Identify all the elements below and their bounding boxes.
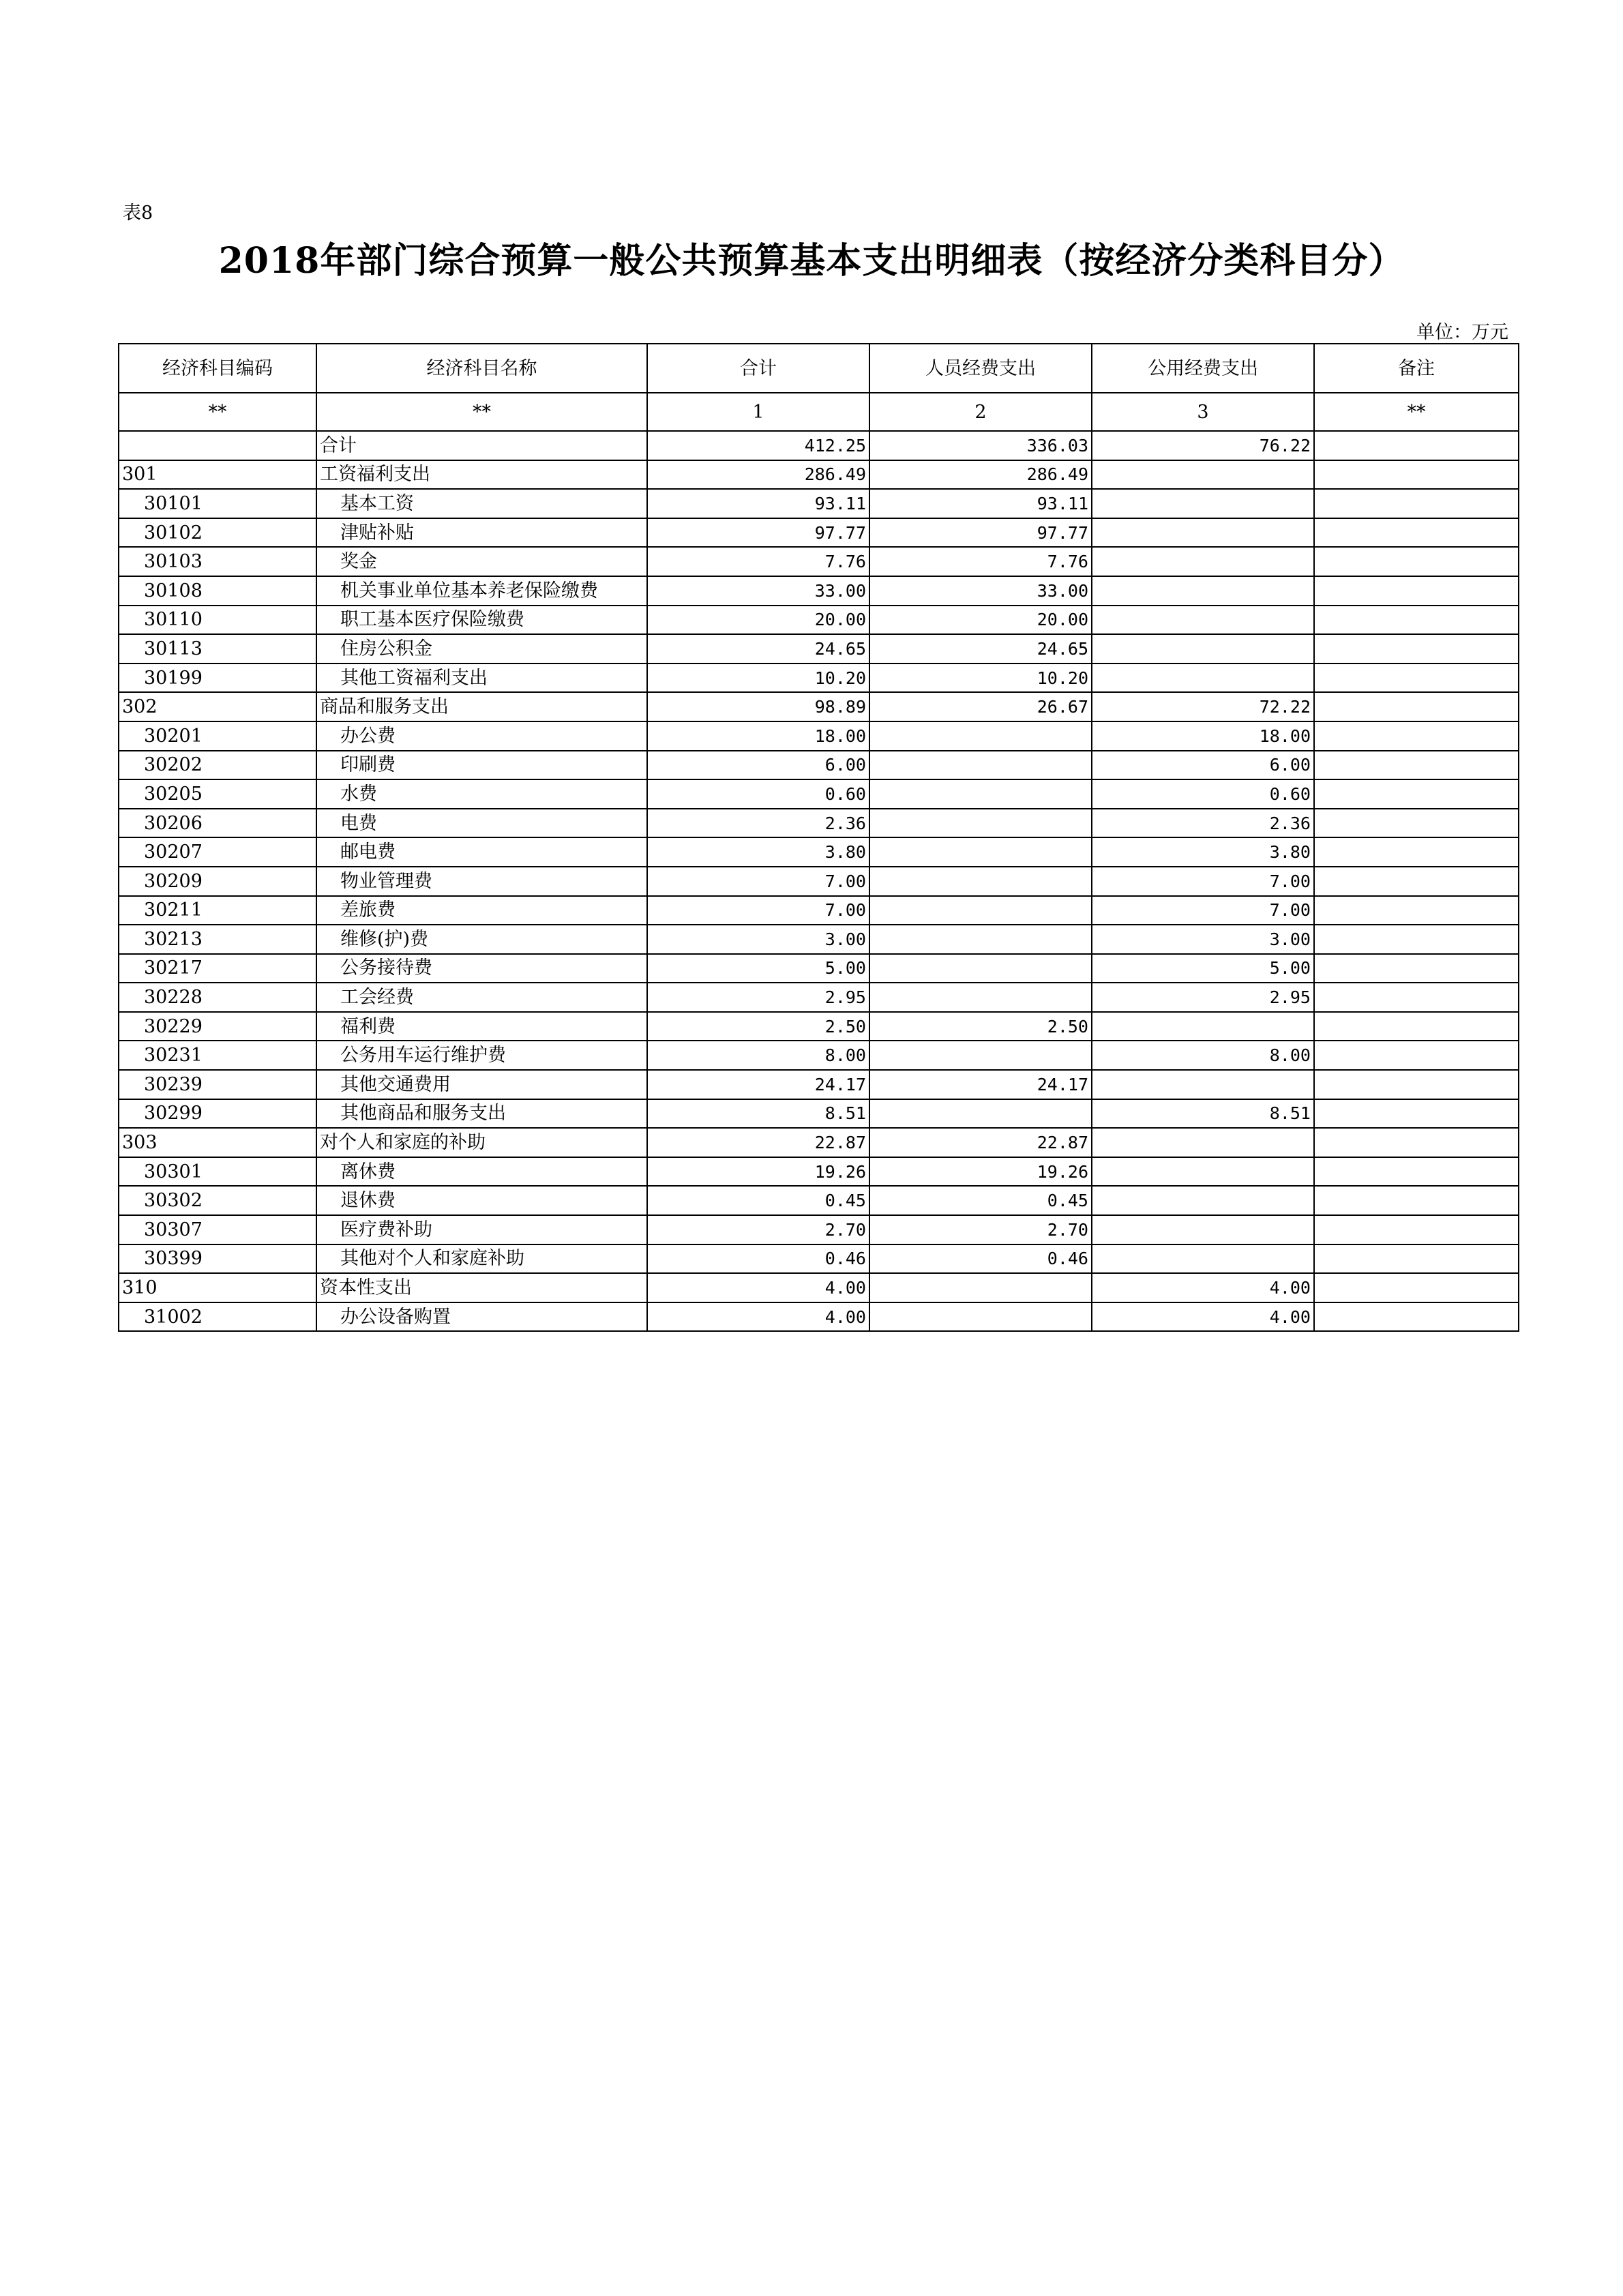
name-cell: 资本性支出 <box>316 1273 647 1302</box>
name-cell: 邮电费 <box>316 837 647 867</box>
public-cell: 2.36 <box>1092 809 1314 838</box>
code-cell: 30205 <box>119 779 316 809</box>
name-cell: 合计 <box>316 431 647 460</box>
table-row <box>119 896 1519 925</box>
public-cell: 0.60 <box>1092 779 1314 809</box>
note-cell <box>1314 751 1519 780</box>
note-cell <box>1314 867 1519 896</box>
public-cell: 2.95 <box>1092 983 1314 1012</box>
code-cell: 30201 <box>119 721 316 751</box>
name-cell: 其他对个人和家庭补助 <box>316 1244 647 1274</box>
public-cell <box>1092 664 1314 693</box>
table-row <box>119 751 1519 780</box>
name-cell: 水费 <box>316 779 647 809</box>
name-cell: 维修(护)费 <box>316 925 647 954</box>
table-row <box>119 1244 1519 1274</box>
table-row <box>119 664 1519 693</box>
unit-label: 单位：万元 <box>1416 322 1508 343</box>
name-cell: 住房公积金 <box>316 634 647 664</box>
public-cell <box>1092 1070 1314 1099</box>
public-cell <box>1092 547 1314 576</box>
public-cell: 5.00 <box>1092 954 1314 983</box>
name-cell: 工会经费 <box>316 983 647 1012</box>
table-row <box>119 518 1519 548</box>
name-cell: 商品和服务支出 <box>316 692 647 721</box>
personnel-cell: 2.70 <box>869 1215 1092 1244</box>
code-cell: 30199 <box>119 664 316 693</box>
column-header-total: 合计 <box>647 344 869 393</box>
note-cell <box>1314 1070 1519 1099</box>
public-cell <box>1092 1128 1314 1157</box>
note-cell <box>1314 809 1519 838</box>
table-row <box>119 779 1519 809</box>
public-cell <box>1092 576 1314 606</box>
total-cell: 10.20 <box>647 664 869 693</box>
personnel-cell <box>869 1099 1092 1129</box>
name-cell: 公务接待费 <box>316 954 647 983</box>
name-cell: 机关事业单位基本养老保险缴费 <box>316 576 647 606</box>
total-cell: 4.00 <box>647 1273 869 1302</box>
public-cell <box>1092 606 1314 635</box>
code-cell: 30101 <box>119 489 316 518</box>
total-cell: 0.46 <box>647 1244 869 1274</box>
public-cell: 3.00 <box>1092 925 1314 954</box>
total-cell: 24.65 <box>647 634 869 664</box>
personnel-cell <box>869 1041 1092 1070</box>
note-cell <box>1314 1157 1519 1187</box>
public-cell <box>1092 1186 1314 1215</box>
personnel-cell <box>869 867 1092 896</box>
note-cell <box>1314 1012 1519 1041</box>
note-cell <box>1314 954 1519 983</box>
personnel-cell: 0.45 <box>869 1186 1092 1215</box>
table-row <box>119 634 1519 664</box>
code-cell: 30229 <box>119 1012 316 1041</box>
total-cell: 3.00 <box>647 925 869 954</box>
table-row <box>119 460 1519 490</box>
public-cell <box>1092 489 1314 518</box>
personnel-cell <box>869 779 1092 809</box>
note-cell <box>1314 518 1519 548</box>
code-cell: 30299 <box>119 1099 316 1129</box>
code-cell: 30103 <box>119 547 316 576</box>
note-cell <box>1314 547 1519 576</box>
index-cell: 3 <box>1092 393 1314 431</box>
note-cell <box>1314 1302 1519 1332</box>
index-cell: ** <box>119 393 316 431</box>
index-cell: ** <box>1314 393 1519 431</box>
personnel-cell: 26.67 <box>869 692 1092 721</box>
personnel-cell <box>869 954 1092 983</box>
name-cell: 基本工资 <box>316 489 647 518</box>
column-header-note: 备注 <box>1314 344 1519 393</box>
total-cell: 2.95 <box>647 983 869 1012</box>
note-cell <box>1314 576 1519 606</box>
note-cell <box>1314 1128 1519 1157</box>
column-header-code: 经济科目编码 <box>119 344 316 393</box>
table-row <box>119 809 1519 838</box>
table-row <box>119 1302 1519 1332</box>
code-cell: 30206 <box>119 809 316 838</box>
table-row <box>119 1215 1519 1244</box>
table-row <box>119 721 1519 751</box>
code-cell: 30231 <box>119 1041 316 1070</box>
total-cell: 8.00 <box>647 1041 869 1070</box>
table-row <box>119 1157 1519 1187</box>
total-cell: 18.00 <box>647 721 869 751</box>
public-cell <box>1092 634 1314 664</box>
personnel-cell <box>869 983 1092 1012</box>
public-cell: 4.00 <box>1092 1302 1314 1332</box>
code-cell: 30217 <box>119 954 316 983</box>
personnel-cell: 7.76 <box>869 547 1092 576</box>
note-cell <box>1314 489 1519 518</box>
note-cell <box>1314 721 1519 751</box>
note-cell <box>1314 460 1519 490</box>
personnel-cell: 22.87 <box>869 1128 1092 1157</box>
total-cell: 2.36 <box>647 809 869 838</box>
public-cell <box>1092 1215 1314 1244</box>
total-cell: 4.00 <box>647 1302 869 1332</box>
total-cell: 412.25 <box>647 431 869 460</box>
name-cell: 津贴补贴 <box>316 518 647 548</box>
note-cell <box>1314 925 1519 954</box>
personnel-cell: 2.50 <box>869 1012 1092 1041</box>
table-row <box>119 489 1519 518</box>
total-cell: 0.60 <box>647 779 869 809</box>
personnel-cell: 33.00 <box>869 576 1092 606</box>
name-cell: 物业管理费 <box>316 867 647 896</box>
code-cell: 30211 <box>119 896 316 925</box>
name-cell: 医疗费补助 <box>316 1215 647 1244</box>
table-row <box>119 954 1519 983</box>
table-row <box>119 576 1519 606</box>
personnel-cell: 24.17 <box>869 1070 1092 1099</box>
header-row <box>119 344 1519 393</box>
code-cell: 301 <box>119 460 316 490</box>
table-row <box>119 1099 1519 1129</box>
total-cell: 286.49 <box>647 460 869 490</box>
public-cell <box>1092 460 1314 490</box>
column-header-personnel: 人员经费支出 <box>869 344 1092 393</box>
column-header-public: 公用经费支出 <box>1092 344 1314 393</box>
personnel-cell: 97.77 <box>869 518 1092 548</box>
public-cell <box>1092 518 1314 548</box>
code-cell: 30108 <box>119 576 316 606</box>
table-row <box>119 925 1519 954</box>
index-cell: 1 <box>647 393 869 431</box>
public-cell: 8.51 <box>1092 1099 1314 1129</box>
personnel-cell: 286.49 <box>869 460 1092 490</box>
personnel-cell: 10.20 <box>869 664 1092 693</box>
name-cell: 奖金 <box>316 547 647 576</box>
personnel-cell <box>869 1273 1092 1302</box>
note-cell <box>1314 837 1519 867</box>
total-cell: 7.00 <box>647 867 869 896</box>
public-cell: 76.22 <box>1092 431 1314 460</box>
index-cell: 2 <box>869 393 1092 431</box>
name-cell: 福利费 <box>316 1012 647 1041</box>
note-cell <box>1314 431 1519 460</box>
code-cell <box>119 431 316 460</box>
name-cell: 电费 <box>316 809 647 838</box>
table-row <box>119 867 1519 896</box>
table-row <box>119 983 1519 1012</box>
code-cell: 30301 <box>119 1157 316 1187</box>
personnel-cell: 93.11 <box>869 489 1092 518</box>
personnel-cell <box>869 837 1092 867</box>
total-cell: 19.26 <box>647 1157 869 1187</box>
code-cell: 30113 <box>119 634 316 664</box>
table-row <box>119 692 1519 721</box>
code-cell: 30202 <box>119 751 316 780</box>
total-cell: 20.00 <box>647 606 869 635</box>
total-cell: 3.80 <box>647 837 869 867</box>
public-cell: 6.00 <box>1092 751 1314 780</box>
name-cell: 对个人和家庭的补助 <box>316 1128 647 1157</box>
note-cell <box>1314 1099 1519 1129</box>
note-cell <box>1314 1186 1519 1215</box>
public-cell <box>1092 1157 1314 1187</box>
table-row <box>119 1128 1519 1157</box>
personnel-cell: 24.65 <box>869 634 1092 664</box>
personnel-cell: 0.46 <box>869 1244 1092 1274</box>
name-cell: 其他交通费用 <box>316 1070 647 1099</box>
personnel-cell: 336.03 <box>869 431 1092 460</box>
name-cell: 其他工资福利支出 <box>316 664 647 693</box>
code-cell: 310 <box>119 1273 316 1302</box>
code-cell: 31002 <box>119 1302 316 1332</box>
public-cell <box>1092 1012 1314 1041</box>
total-cell: 2.50 <box>647 1012 869 1041</box>
table-row <box>119 1041 1519 1070</box>
note-cell <box>1314 983 1519 1012</box>
personnel-cell <box>869 809 1092 838</box>
name-cell: 其他商品和服务支出 <box>316 1099 647 1129</box>
table-row <box>119 837 1519 867</box>
table-row <box>119 606 1519 635</box>
code-cell: 30302 <box>119 1186 316 1215</box>
note-cell <box>1314 1041 1519 1070</box>
personnel-cell <box>869 721 1092 751</box>
note-cell <box>1314 634 1519 664</box>
code-cell: 30209 <box>119 867 316 896</box>
public-cell: 8.00 <box>1092 1041 1314 1070</box>
public-cell <box>1092 1244 1314 1274</box>
table-number-label: 表8 <box>123 203 153 224</box>
total-cell: 6.00 <box>647 751 869 780</box>
note-cell <box>1314 779 1519 809</box>
note-cell <box>1314 606 1519 635</box>
personnel-cell <box>869 925 1092 954</box>
code-cell: 30207 <box>119 837 316 867</box>
column-index-row <box>119 393 1519 431</box>
public-cell: 3.80 <box>1092 837 1314 867</box>
note-cell <box>1314 664 1519 693</box>
column-header-name: 经济科目名称 <box>316 344 647 393</box>
personnel-cell: 19.26 <box>869 1157 1092 1187</box>
document-title: 2018年部门综合预算一般公共预算基本支出明细表（按经济分类科目分） <box>218 240 1405 282</box>
code-cell: 30110 <box>119 606 316 635</box>
total-cell: 7.00 <box>647 896 869 925</box>
total-cell: 93.11 <box>647 489 869 518</box>
code-cell: 302 <box>119 692 316 721</box>
budget-detail-table <box>118 343 1519 1332</box>
table-row <box>119 1186 1519 1215</box>
total-cell: 97.77 <box>647 518 869 548</box>
total-cell: 2.70 <box>647 1215 869 1244</box>
personnel-cell <box>869 896 1092 925</box>
total-cell: 8.51 <box>647 1099 869 1129</box>
name-cell: 公务用车运行维护费 <box>316 1041 647 1070</box>
note-cell <box>1314 896 1519 925</box>
name-cell: 职工基本医疗保险缴费 <box>316 606 647 635</box>
code-cell: 30102 <box>119 518 316 548</box>
public-cell: 4.00 <box>1092 1273 1314 1302</box>
public-cell: 72.22 <box>1092 692 1314 721</box>
code-cell: 30239 <box>119 1070 316 1099</box>
name-cell: 办公费 <box>316 721 647 751</box>
note-cell <box>1314 1215 1519 1244</box>
total-cell: 22.87 <box>647 1128 869 1157</box>
name-cell: 退休费 <box>316 1186 647 1215</box>
total-cell: 33.00 <box>647 576 869 606</box>
personnel-cell <box>869 1302 1092 1332</box>
name-cell: 办公设备购置 <box>316 1302 647 1332</box>
public-cell: 18.00 <box>1092 721 1314 751</box>
name-cell: 离休费 <box>316 1157 647 1187</box>
note-cell <box>1314 692 1519 721</box>
public-cell: 7.00 <box>1092 896 1314 925</box>
code-cell: 30399 <box>119 1244 316 1274</box>
total-cell: 98.89 <box>647 692 869 721</box>
note-cell <box>1314 1273 1519 1302</box>
index-cell: ** <box>316 393 647 431</box>
table-row <box>119 1273 1519 1302</box>
total-cell: 24.17 <box>647 1070 869 1099</box>
table-row <box>119 547 1519 576</box>
name-cell: 差旅费 <box>316 896 647 925</box>
table-row <box>119 1012 1519 1041</box>
public-cell: 7.00 <box>1092 867 1314 896</box>
table-row <box>119 431 1519 460</box>
personnel-cell <box>869 751 1092 780</box>
total-cell: 0.45 <box>647 1186 869 1215</box>
code-cell: 30213 <box>119 925 316 954</box>
table-row <box>119 1070 1519 1099</box>
code-cell: 30307 <box>119 1215 316 1244</box>
name-cell: 印刷费 <box>316 751 647 780</box>
note-cell <box>1314 1244 1519 1274</box>
code-cell: 303 <box>119 1128 316 1157</box>
total-cell: 5.00 <box>647 954 869 983</box>
code-cell: 30228 <box>119 983 316 1012</box>
name-cell: 工资福利支出 <box>316 460 647 490</box>
total-cell: 7.76 <box>647 547 869 576</box>
personnel-cell: 20.00 <box>869 606 1092 635</box>
